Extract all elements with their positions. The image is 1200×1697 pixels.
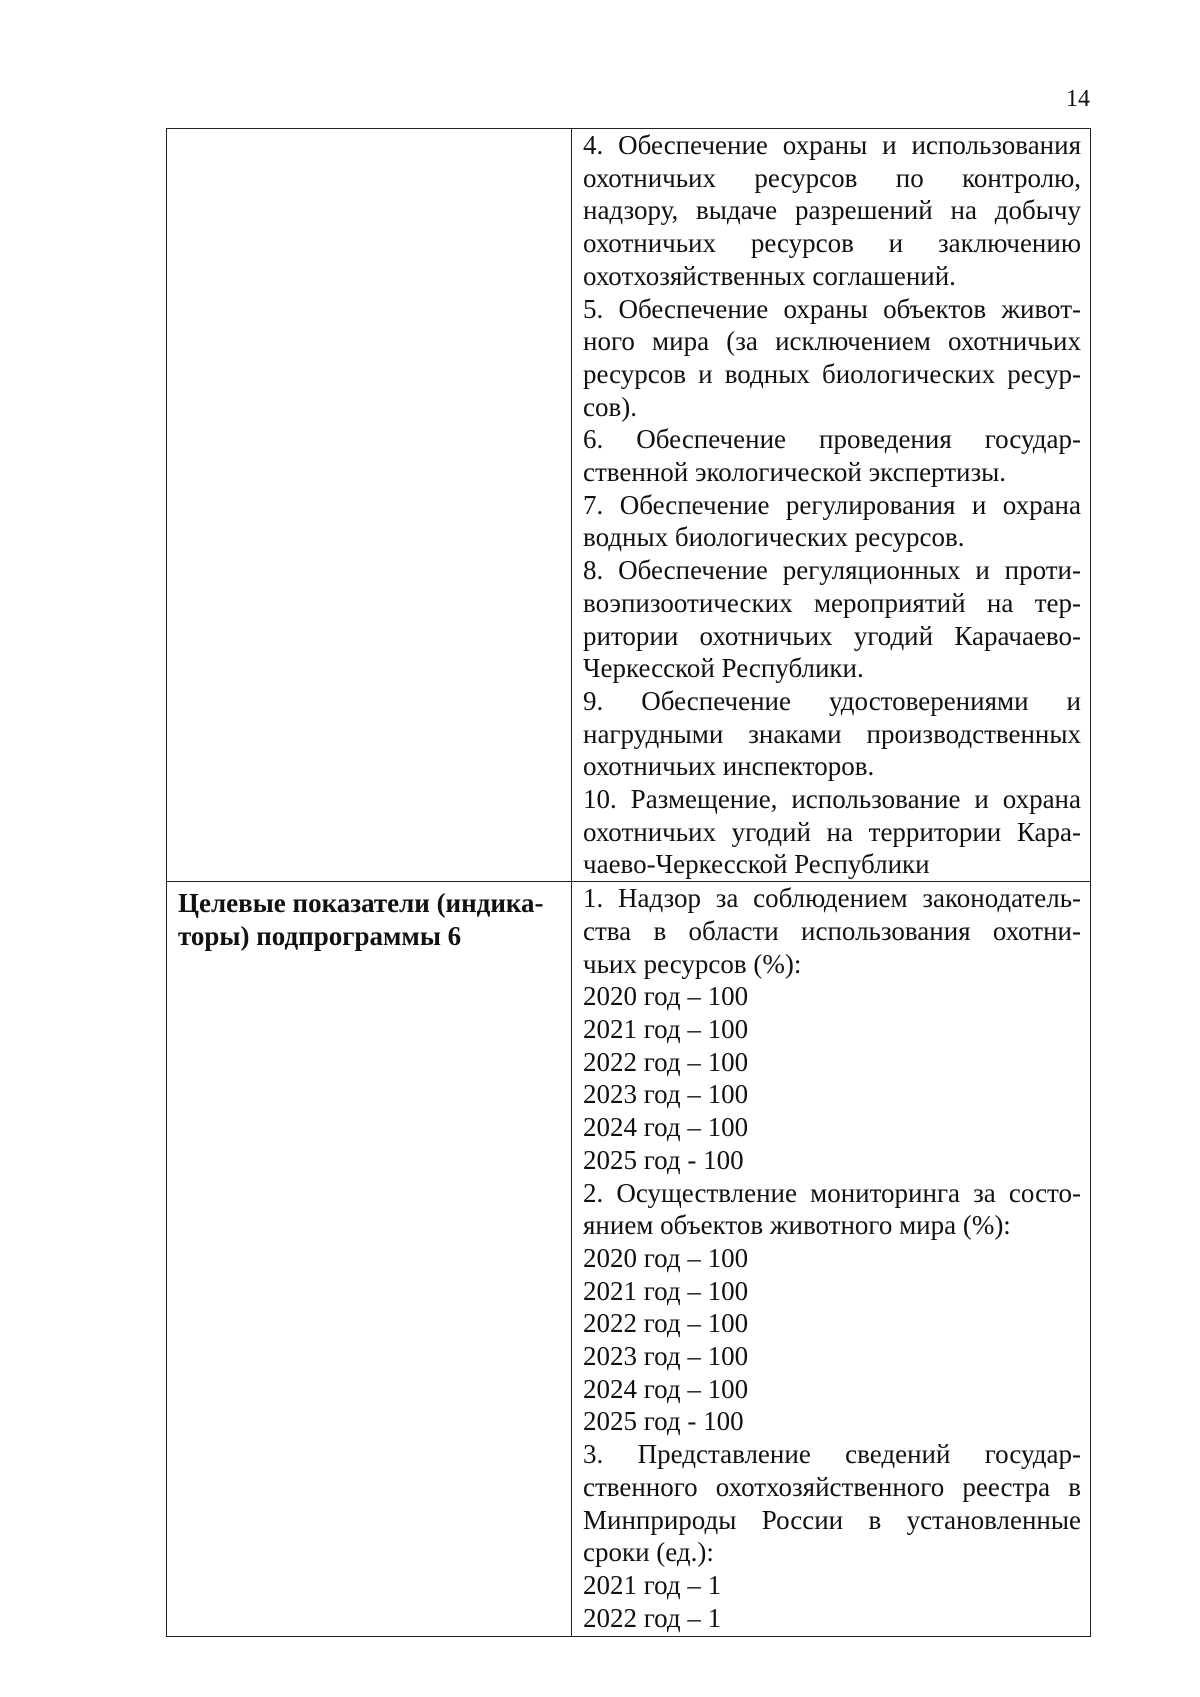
text-line: охотничьих ресурсов и заключению: [583, 228, 1081, 259]
right-cell-indicators: [572, 882, 1091, 1637]
text-line: чьих ресурсов (%):: [583, 948, 802, 979]
text-line: янием объектов животного мира (%):: [583, 1210, 1011, 1241]
text-line: охотничьих инспекторов.: [583, 751, 875, 782]
text-line: 2022 год – 100: [583, 1046, 749, 1077]
text-line: 2020 год – 100: [583, 981, 749, 1012]
text-line: 2. Осуществление мониторинга за состо-: [583, 1177, 1081, 1208]
text-line: ресурсов и водных биологических ресур-: [583, 358, 1081, 389]
text-line: 1. Надзор за соблюдением законодатель-: [583, 883, 1081, 914]
text-line: 2025 год - 100: [583, 1406, 744, 1437]
text-line: сроки (ед.):: [583, 1537, 714, 1568]
table-row-measures: [167, 129, 1091, 882]
text-line: 7. Обеспечение регулирования и охрана: [583, 489, 1081, 520]
text-line: 2021 год – 100: [583, 1013, 749, 1044]
text-line: чаево-Черкесской Республики: [583, 849, 930, 880]
text-line: 2020 год – 100: [583, 1242, 749, 1273]
table-row-indicators: [167, 882, 1091, 1637]
heading-line: торы) подпрограммы 6: [178, 920, 462, 951]
text-line: 2025 год - 100: [583, 1144, 744, 1175]
text-line: водных биологических ресурсов.: [583, 522, 965, 553]
text-line: 3. Представление сведений государ-: [583, 1439, 1081, 1470]
text-line: Черкесской Республики.: [583, 653, 864, 684]
text-line: Минприроды России в установленные: [583, 1504, 1081, 1535]
subprogram-passport-table: [166, 128, 1091, 1637]
text-line: 10. Размещение, использование и охрана: [583, 784, 1081, 815]
text-line: 2022 год – 1: [583, 1602, 722, 1633]
text-line: нагрудными знаками производственных: [583, 718, 1081, 749]
indicators-list: [572, 882, 1090, 1634]
text-line: 5. Обеспечение охраны объектов живот-: [583, 293, 1081, 324]
text-line: 2023 год – 100: [583, 1341, 749, 1372]
text-line: 2023 год – 100: [583, 1079, 749, 1110]
heading-line: Целевые показатели (индика-: [178, 888, 544, 919]
text-line: ритории охотничьих угодий Карачаево-: [583, 620, 1081, 651]
text-line: охотничьих ресурсов по контролю,: [583, 162, 1081, 193]
text-line: 8. Обеспечение регуляционных и проти-: [583, 555, 1081, 586]
indicators-heading: [167, 882, 571, 952]
text-line: охотхозяйственных соглашений.: [583, 260, 956, 291]
text-line: надзору, выдаче разрешений на добычу: [583, 195, 1081, 226]
text-line: 2022 год – 100: [583, 1308, 749, 1339]
text-line: сов).: [583, 391, 637, 422]
text-line: 2021 год – 100: [583, 1275, 749, 1306]
page-number: 14: [1066, 86, 1090, 112]
text-line: 6. Обеспечение проведения государ-: [583, 424, 1081, 455]
text-line: воэпизоотических мероприятий на тер-: [583, 587, 1081, 618]
text-line: 2024 год – 100: [583, 1373, 749, 1404]
text-line: 4. Обеспечение охраны и использования: [583, 130, 1081, 160]
text-line: 9. Обеспечение удостоверениями и: [583, 685, 1081, 716]
text-line: 2021 год – 1: [583, 1569, 722, 1600]
measures-list: [572, 129, 1090, 881]
left-cell-indicators-heading: [167, 882, 572, 1637]
text-line: ственной экологической экспертизы.: [583, 457, 1006, 488]
text-line: ства в области использования охотни-: [583, 915, 1081, 946]
text-line: ного мира (за исключением охотничьих: [583, 326, 1081, 357]
right-cell-measures: [572, 129, 1091, 882]
text-line: ственного охотхозяйственного реестра в: [583, 1471, 1081, 1502]
text-line: 2024 год – 100: [583, 1112, 749, 1143]
text-line: охотничьих угодий на территории Кара-: [583, 816, 1081, 847]
left-cell-empty: [167, 129, 572, 882]
